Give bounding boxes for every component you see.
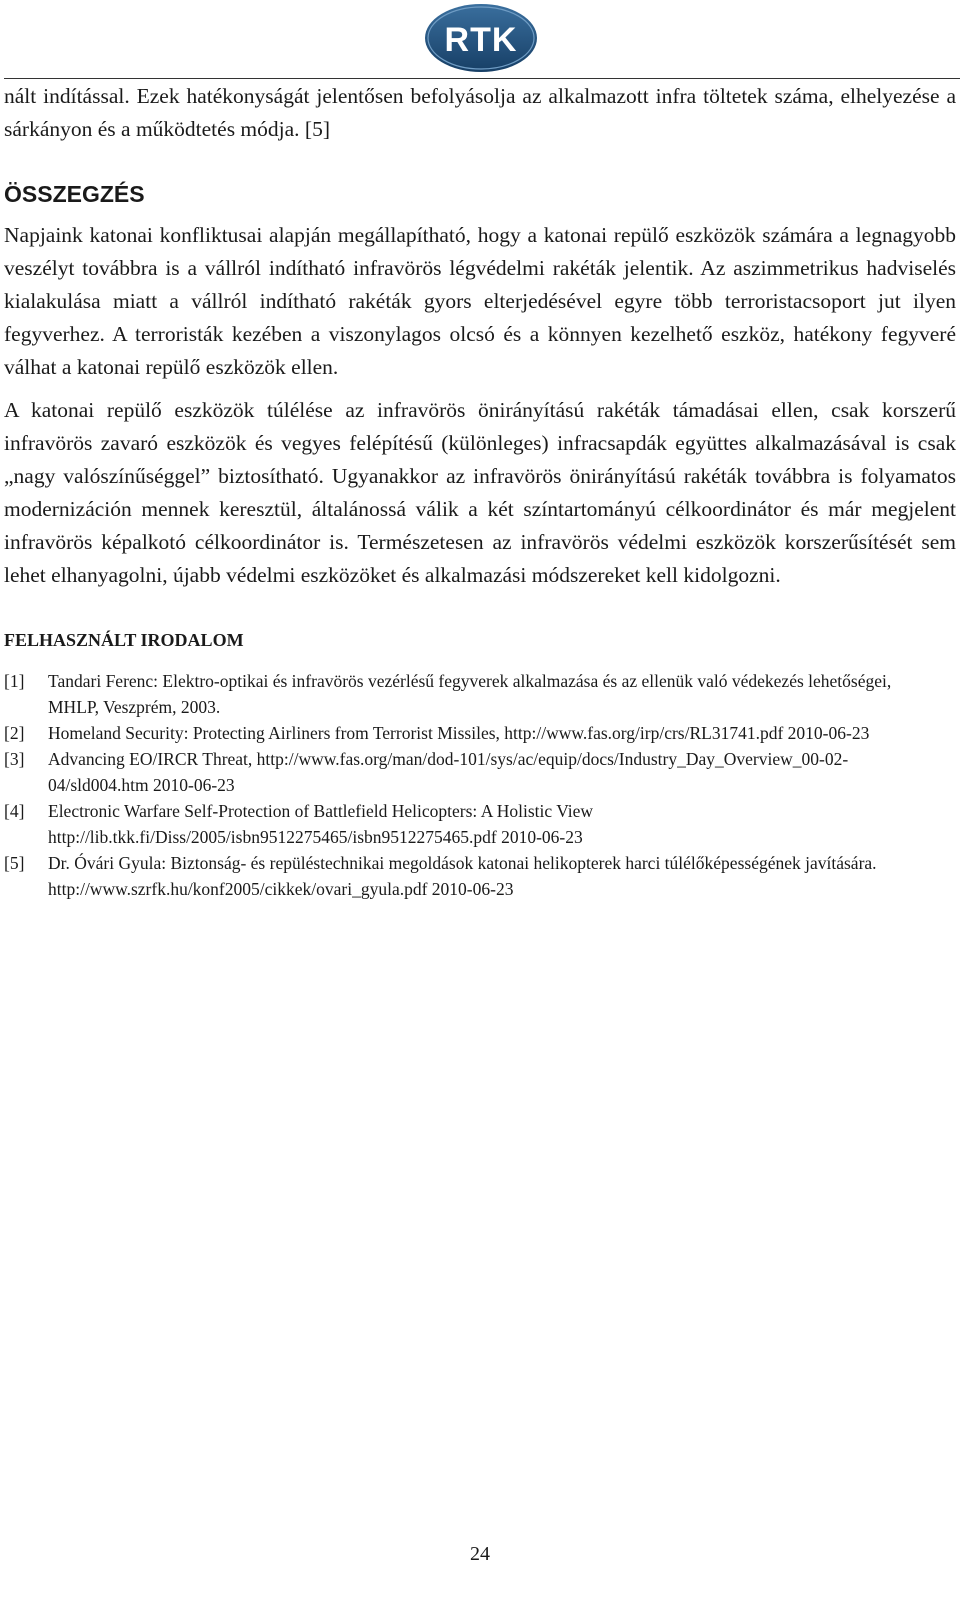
reference-text: Advancing EO/IRCR Threat, http://www.fas.org/man/dod-101/sys/ac/equip/docs/Industry_Day_Overview_00-02-04/sld004.htm 2010-06-23	[48, 749, 849, 795]
summary-paragraph: A katonai repülő eszközök túlélése az infravörös önirányítású rakéták támadásai ellen, csak korszerű infravörös zavaró eszközök és vegyes felépítésű (különleges) infracsapdák együttes alkalmazásával is csak „nagy valószínűséggel” biztosítható. Ugyanakkor az infravörös önirányítású rakéták továbbra is folyamatos modernizáción mennek keresztül, általánossá válik a két színtartományú célkoordinátor és már megjelent infravörös képalkotó célkoordinátor is. Természetesen az infravörös védelmi eszközök korszerűsítését sem lehet elhanyagolni, újabb védelmi eszközöket és alkalmazási módszereket kell kidolgozni.	[4, 398, 956, 587]
reference-item	[4, 850, 944, 902]
reference-number: [5]	[4, 853, 25, 873]
header-rule	[4, 78, 960, 79]
reference-item	[4, 798, 944, 850]
summary-paragraph: Napjaink katonai konfliktusai alapján megállapítható, hogy a katonai repülő eszközök számára a legnagyobb veszélyt továbbra is a vállról indítható infravörös légvédelmi rakéták jelentik. Az aszimmetrikus hadviselés kialakulása miatt a vállról indítható rakéták gyors elterjedésével egyre több terroristacsoport jut ilyen fegyverhez. A terroristák kezében a viszonylagos olcsó és a könnyen kezelhető eszköz, hatékony fegyveré válhat a katonai repülő eszközök ellen.	[4, 223, 956, 379]
reference-number: [1]	[4, 671, 25, 691]
page-content	[4, 80, 956, 902]
continuation-paragraph: nált indítással. Ezek hatékonyságát jelentősen befolyásolja az alkalmazott infra töltetek száma, elhelyezése a sárkányon és a működtetés módja. [5]	[4, 84, 956, 141]
reference-text: Homeland Security: Protecting Airliners from Terrorist Missiles, http://www.fas.org/irp/crs/RL31741.pdf 2010-06-23	[48, 723, 870, 743]
rtk-logo	[423, 2, 539, 74]
reference-text: Tandari Ferenc: Elektro-optikai és infravörös vezérlésű fegyverek alkalmazása és az ellenük való védekezés lehetőségei, MHLP, Veszprém, 2003.	[48, 671, 892, 717]
reference-item	[4, 668, 944, 720]
reference-number: [2]	[4, 723, 25, 743]
svg-text:RTK: RTK	[444, 21, 518, 59]
references-heading: FELHASZNÁLT IRODALOM	[4, 630, 244, 650]
reference-text: Electronic Warfare Self-Protection of Battlefield Helicopters: A Holistic View http://lib.tkk.fi/Diss/2005/isbn9512275465/isbn9512275465.pdf 2010-06-23	[48, 801, 594, 847]
summary-heading: ÖSSZEGZÉS	[4, 181, 145, 207]
reference-item	[4, 746, 944, 798]
page-number: 24	[470, 1543, 490, 1565]
reference-number: [4]	[4, 801, 25, 821]
reference-list	[4, 668, 956, 902]
reference-text: Dr. Óvári Gyula: Biztonság- és repüléstechnikai megoldások katonai helikopterek harci túlélőképességének javítására. http://www.szrfk.hu/konf2005/cikkek/ovari_gyula.pdf 2010-06-23	[48, 853, 877, 899]
reference-item	[4, 720, 944, 746]
reference-number: [3]	[4, 749, 25, 769]
